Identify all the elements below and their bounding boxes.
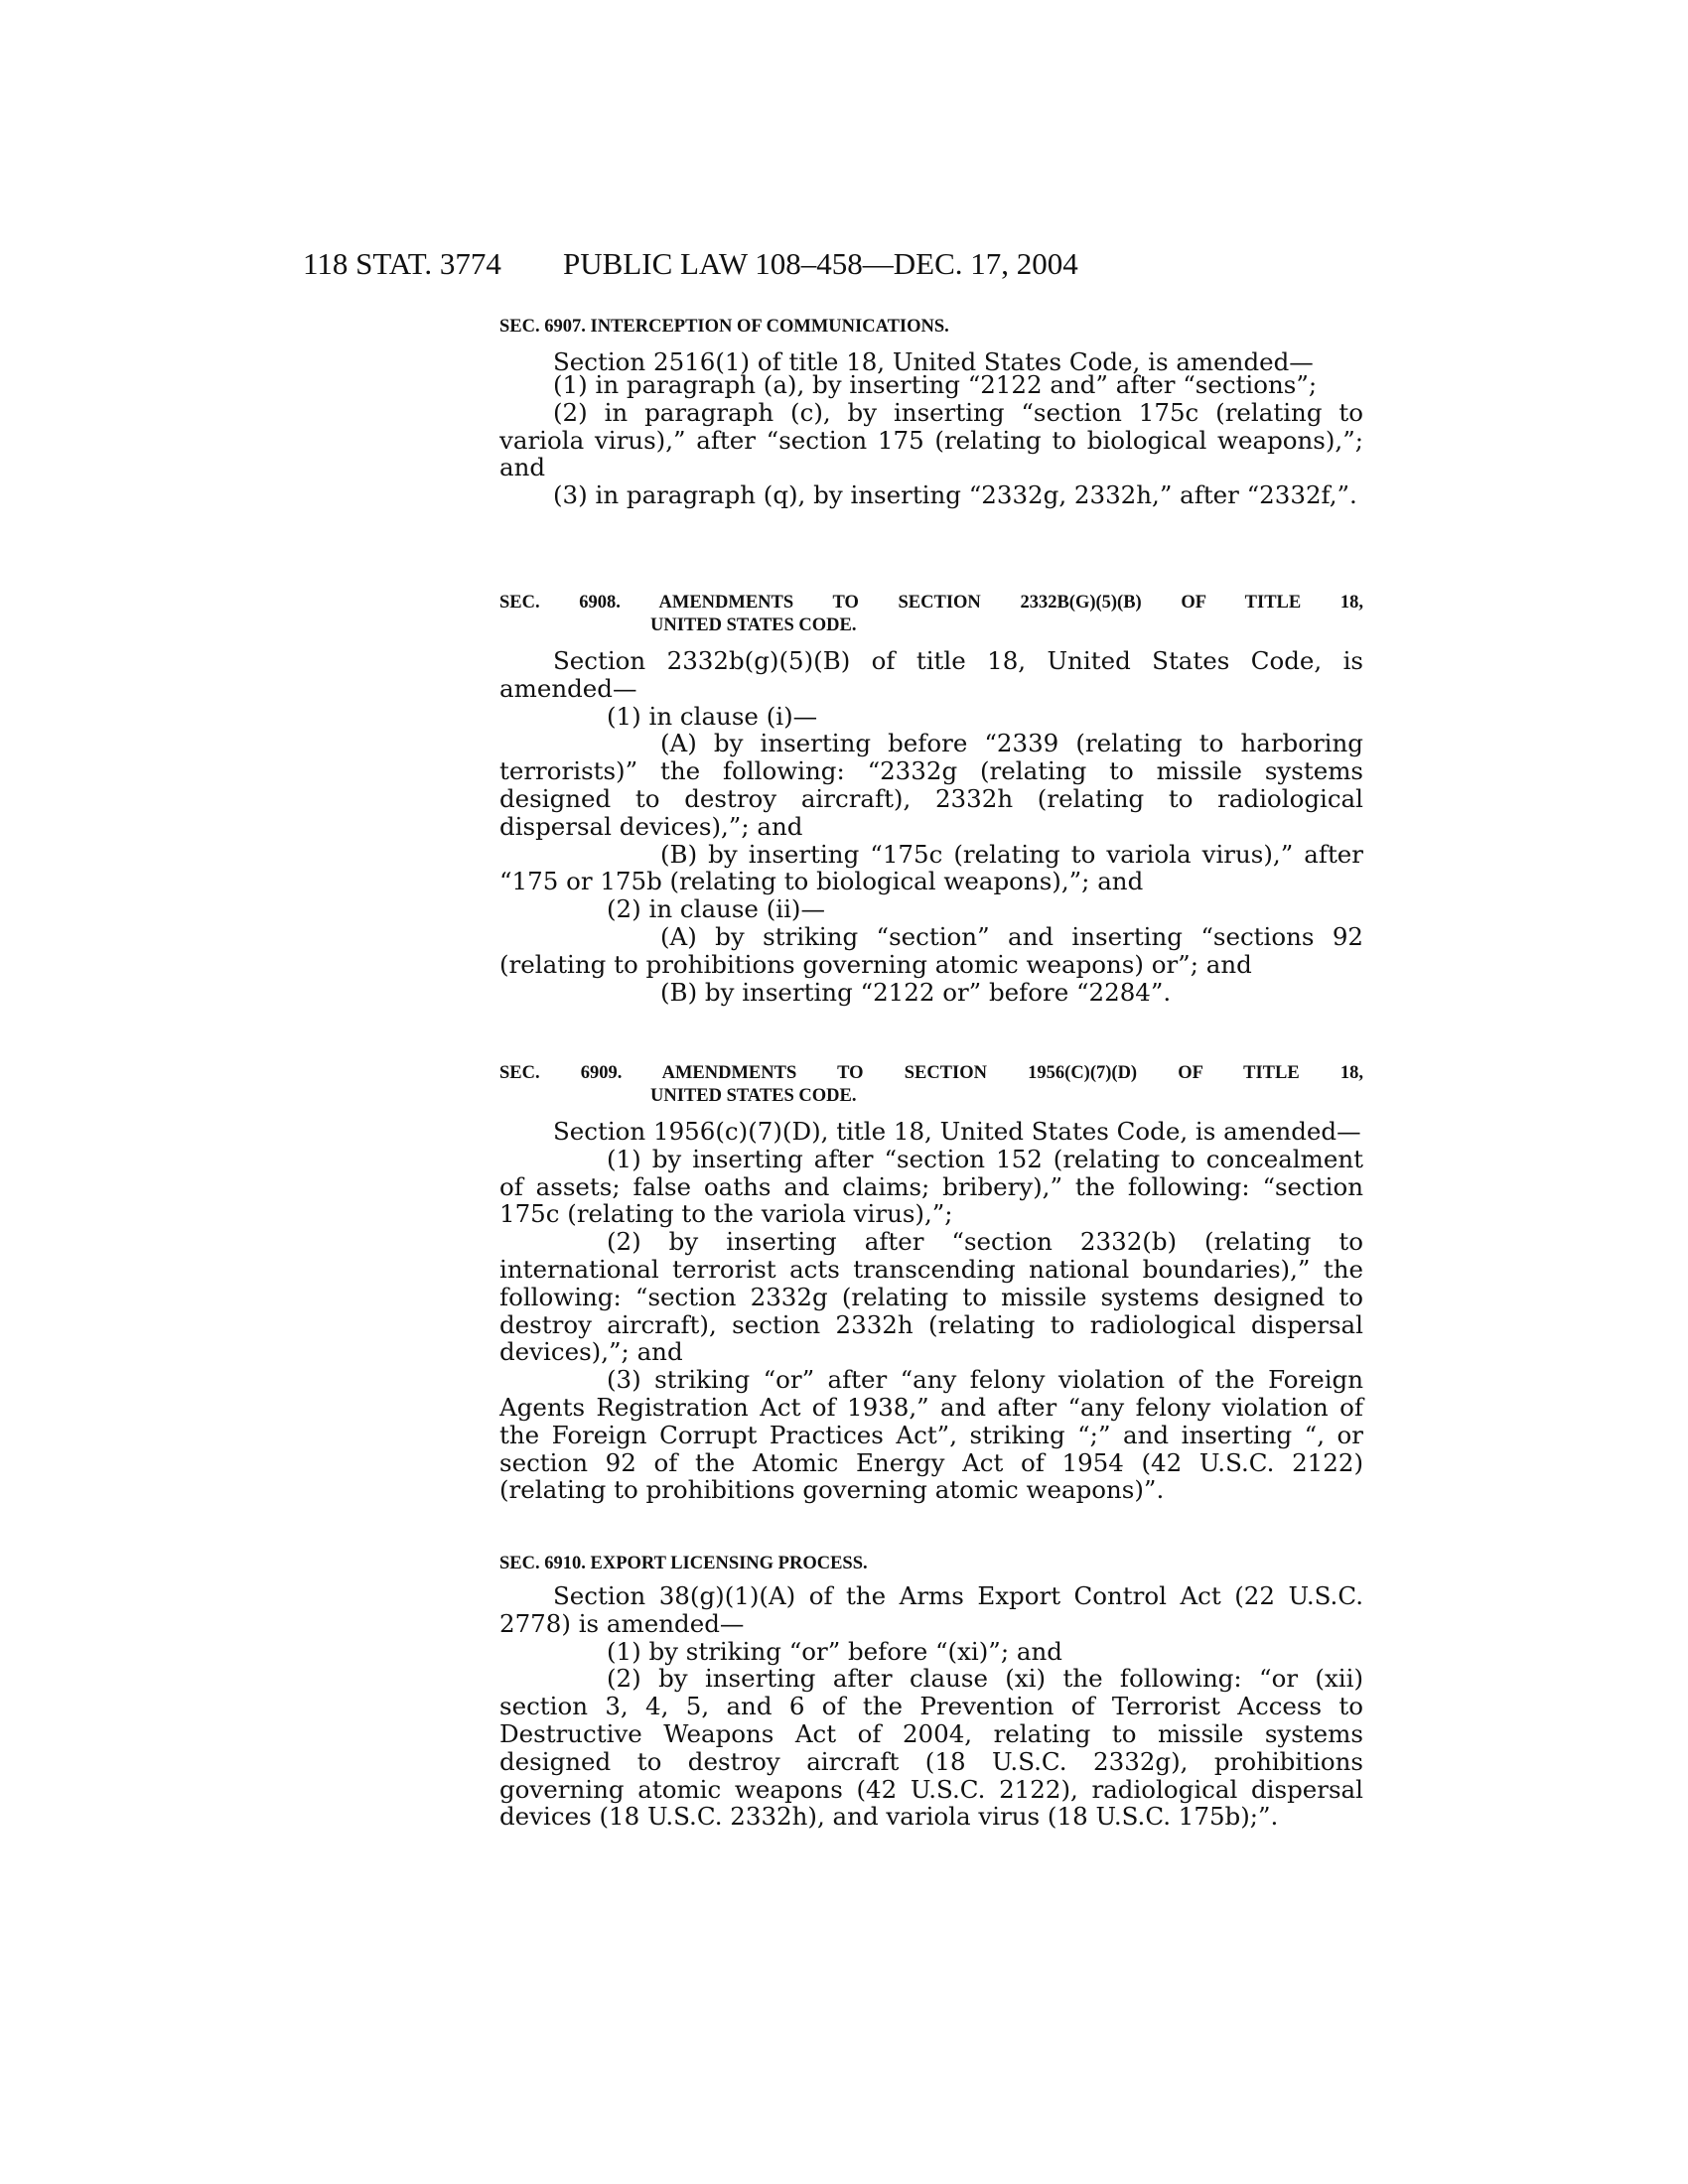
section-6910 [499, 1553, 1363, 1831]
list-item: (1) in paragraph (a), by inserting “2122 and” after “sections”; [553, 370, 1318, 399]
list-item: (2) by inserting after clause (xi) the following: “or (xii) section 3, 4, 5, and 6 of the Prevention of Terrorist Access to Destructive Weapons Act of 2004, relating to missile systems designed to destroy aircraft (18 U.S.C. 2332g), prohibitions governing atomic weapons (42 U.S.C. 2122), radiological dispersal devices (18 U.S.C. 2332h), and variola virus (18 U.S.C. 175b);”. [499, 1664, 1363, 1832]
list-item: (B) by inserting “175c (relating to variola virus),” after “175 or 175b (relating to biological weapons),”; and [499, 839, 1363, 896]
section-intro: Section 38(g)(1)(A) of the Arms Export Control Act (22 U.S.C. 2778) is amended— [499, 1581, 1363, 1638]
section-heading-continued: UNITED STATES CODE. [650, 1086, 857, 1106]
list-item: (B) by inserting “2122 or” before “2284”. [660, 977, 1172, 1007]
section-intro: Section 2516(1) of title 18, United States Code, is amended— [553, 347, 1314, 376]
list-item: (1) in clause (i)— [607, 701, 818, 731]
section-heading: SEC. 6907. INTERCEPTION OF COMMUNICATIONS. [499, 317, 949, 337]
section-heading-continued: UNITED STATES CODE. [650, 615, 857, 635]
list-item: (3) in paragraph (q), by inserting “2332g, 2332h,” after “2332f,”. [553, 480, 1357, 510]
section-6909 [499, 1062, 1363, 1504]
list-item: (1) by striking “or” before “(xi)”; and [607, 1636, 1062, 1666]
public-law-citation: PUBLIC LAW 108–458—DEC. 17, 2004 [563, 246, 1078, 281]
statute-page-number: 118 STAT. 3774 [303, 246, 501, 281]
section-heading: SEC. 6909. AMENDMENTS TO SECTION 1956(C)(7)(D) OF TITLE 18, [499, 1063, 1363, 1083]
section-6908 [499, 592, 1363, 1006]
list-item: (3) striking “or” after “any felony violation of the Foreign Agents Registration Act of 1938,” and after “any felony violation of the Foreign Corrupt Practices Act”, striking “;” and inserting “, or section 92 of the Atomic Energy Act of 1954 (42 U.S.C. 2122) (relating to prohibitions governing atomic weapons)”. [499, 1365, 1363, 1505]
section-intro: Section 2332b(g)(5)(B) of title 18, United States Code, is amended— [499, 646, 1363, 703]
list-item: (A) by striking “section” and inserting “sections 92 (relating to prohibitions governing atomic weapons) or”; and [499, 921, 1363, 979]
section-heading: SEC. 6910. EXPORT LICENSING PROCESS. [499, 1554, 868, 1573]
section-6907-items [499, 371, 1363, 509]
list-item: (2) by inserting after “section 2332(b) (relating to international terrorist acts transcending national boundaries),” the following: “section 2332g (relating to missile systems designed to destroy aircraft), section 2332h (relating to radiological dispersal devices),”; and [499, 1227, 1363, 1367]
list-item: (2) in paragraph (c), by inserting “section 175c (relating to variola virus),” after “section 175 (relating to biological weapons),”; and [499, 397, 1363, 482]
section-intro: Section 1956(c)(7)(D), title 18, United States Code, is amended— [553, 1117, 1361, 1146]
section-6907 [499, 316, 1363, 376]
list-item: (2) in clause (ii)— [607, 894, 825, 924]
list-item: (A) by inserting before “2339 (relating to harboring terrorists)” the following: “2332g (relating to missile systems designed to destroy aircraft), 2332h (relating to radiological dispersal devices),”; and [499, 729, 1363, 841]
section-heading: SEC. 6908. AMENDMENTS TO SECTION 2332B(G)(5)(B) OF TITLE 18, [499, 593, 1363, 613]
list-item: (1) by inserting after “section 152 (relating to concealment of assets; false oaths and claims; bribery),” the following: “section 175c (relating to the variola virus),”; [499, 1144, 1363, 1229]
page-header [303, 246, 1216, 286]
